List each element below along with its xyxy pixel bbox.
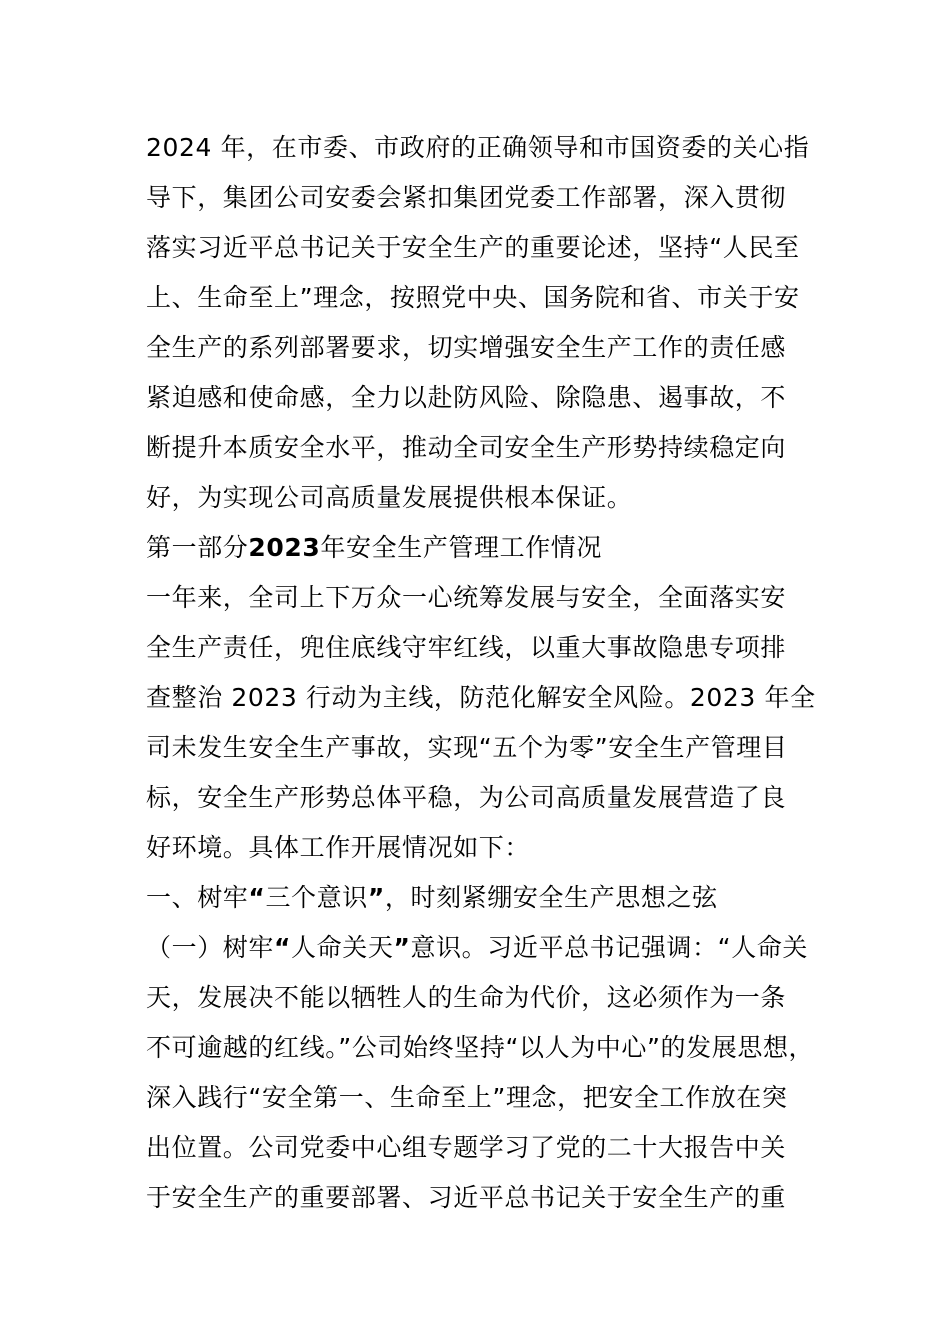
section-heading-text: ，时刻紧绷安全生产思想之弦 <box>384 883 718 912</box>
section-heading-quote-open: “ <box>248 883 266 912</box>
paragraph-line: 天，发展决不能以牺牲人的生命为代价，这必须作为一条 <box>146 983 787 1012</box>
subsection-heading-1 <box>146 932 808 964</box>
paragraph-line: 标，安全生产形势总体平稳，为公司高质量发展营造了良 <box>146 783 787 812</box>
paragraph-line: 好，为实现公司高质量发展提供根本保证。 <box>146 483 633 512</box>
section-heading-1 <box>146 882 718 914</box>
part-heading-prefix: 第一部分 <box>146 533 249 562</box>
paragraph-line: 2024 年，在市委、市政府的正确领导和市国资委的关心指 <box>146 133 810 162</box>
part-heading-suffix: 年安全生产管理工作情况 <box>320 533 602 562</box>
paragraph-line: 于安全生产的重要部署、习近平总书记关于安全生产的重 <box>146 1183 787 1212</box>
subsection-text: 意识。习近平总书记强调：“人命关 <box>410 933 809 962</box>
subsection-text: 人命关天 <box>291 933 394 962</box>
subsection-quote-open: “ <box>274 933 292 962</box>
paragraph-line: 查整治 2023 行动为主线，防范化解安全风险。2023 年全 <box>146 683 816 712</box>
section-heading-quote-close: ” <box>367 883 385 912</box>
paragraph-line: 上、生命至上”理念，按照党中央、国务院和省、市关于安 <box>146 283 800 312</box>
paragraph-line: 好环境。具体工作开展情况如下： <box>146 833 531 862</box>
paragraph-line: 全生产的系列部署要求，切实增强安全生产工作的责任感 <box>146 333 787 362</box>
subsection-quote-close: ” <box>393 933 411 962</box>
part-heading-year: 2023 <box>248 533 321 562</box>
paragraph-line: 一年来，全司上下万众一心统筹发展与安全，全面落实安 <box>146 583 787 612</box>
paragraph-line: 全生产责任，兜住底线守牢红线，以重大事故隐患专项排 <box>146 633 787 662</box>
paragraph-line: 出位置。公司党委中心组专题学习了党的二十大报告中关 <box>146 1133 787 1162</box>
paragraph-line: 紧迫感和使命感，全力以赴防风险、除隐患、遏事故，不 <box>146 383 787 412</box>
paragraph-line: 司未发生安全生产事故，实现“五个为零”安全生产管理目 <box>146 733 788 762</box>
paragraph-line: 断提升本质安全水平，推动全司安全生产形势持续稳定向 <box>146 433 787 462</box>
part-heading <box>146 532 602 564</box>
paragraph-line: 不可逾越的红线。”公司始终坚持“以人为中心”的发展思想， <box>146 1033 815 1062</box>
paragraph-line: 导下，集团公司安委会紧扣集团党委工作部署，深入贯彻 <box>146 183 787 212</box>
section-heading-text: 三个意识 <box>265 883 368 912</box>
section-heading-text: 一、树牢 <box>146 883 249 912</box>
subsection-text: （一）树牢 <box>146 933 275 962</box>
paragraph-line: 落实习近平总书记关于安全生产的重要论述，坚持“人民至 <box>146 233 800 262</box>
paragraph-line: 深入践行“安全第一、生命至上”理念，把安全工作放在突 <box>146 1083 788 1112</box>
